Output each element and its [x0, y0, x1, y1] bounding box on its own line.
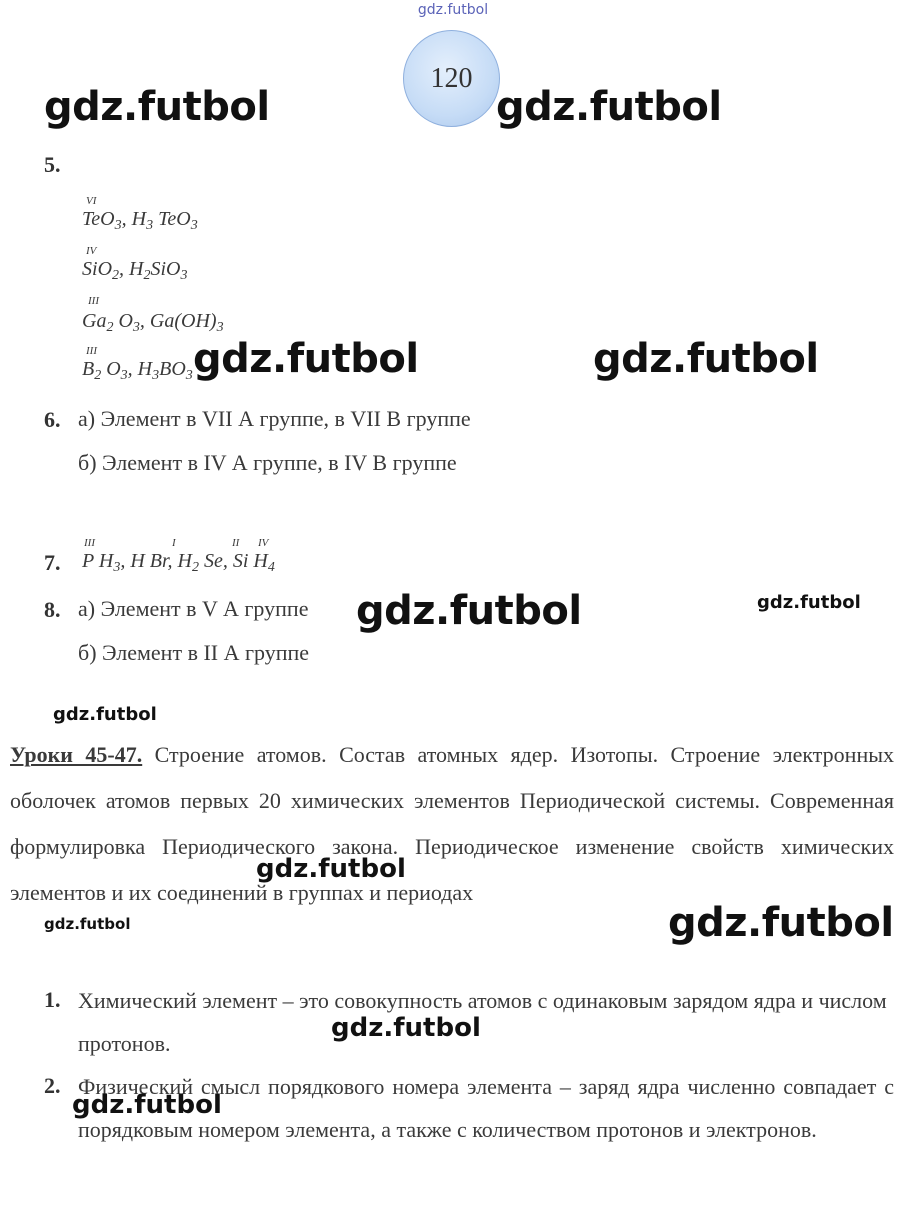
task-6-answer-a: а) Элемент в VII А группе, в VII В группе: [78, 406, 471, 431]
page-number: 120: [430, 62, 473, 94]
watermark: gdz.futbol: [53, 704, 157, 725]
task-8-answer-b: б) Элемент в II А группе: [78, 640, 310, 665]
oxidation-label: IV: [258, 537, 269, 549]
item-1-number: 1.: [44, 987, 61, 1012]
oxidation-label: II: [232, 537, 240, 549]
task-5-number: 5.: [44, 152, 61, 177]
oxidation-label: III: [88, 295, 99, 307]
task-8-answer-a: а) Элемент в V А группе: [78, 596, 309, 621]
site-mark-top: gdz.futbol: [417, 2, 489, 18]
oxidation-label: III: [86, 345, 97, 357]
watermark: gdz.futbol: [593, 336, 819, 382]
lesson-topic: Строение атомов. Состав атомных ядер. Изотопы. Строение электронных оболочек атомов первых 20 химических элементов Периодической системы. Современная формулировка Периодического закона. Периодическое изменение свойств химических элементов и их соединений в группах и периодах: [10, 742, 894, 905]
watermark: gdz.futbol: [193, 336, 419, 382]
lesson-label: Уроки 45-47.: [10, 742, 143, 767]
item-2-number: 2.: [44, 1073, 61, 1098]
formula-row-3: $Ga_2$ $O_3$, $Ga(OH)_3$: [82, 310, 224, 335]
item-2-text: Физический смысл порядкового номера элемента – заряд ядра численно совпадает с порядковым номером элемента, а также с количеством протонов и электронов.: [78, 1074, 894, 1142]
page-number-badge: [403, 30, 500, 127]
formula-row-1: TeO$_3$, $H_3$ TeO$_3$: [82, 208, 198, 233]
watermark: gdz.futbol: [256, 854, 406, 884]
watermark: gdz.futbol: [668, 900, 894, 946]
oxidation-label: IV: [86, 245, 97, 257]
watermark: gdz.futbol: [72, 1090, 222, 1120]
task-6-answer-b: б) Элемент в IV А группе, в IV В группе: [78, 450, 457, 475]
oxidation-label: VI: [86, 195, 97, 207]
watermark: gdz.futbol: [44, 915, 131, 933]
oxidation-label: I: [172, 537, 176, 549]
item-1-text: Химический элемент – это совокупность атомов с одинаковым зарядом ядра и числом протонов.: [78, 988, 887, 1056]
task-7-number: 7.: [44, 550, 61, 575]
task-8-number: 8.: [44, 597, 61, 622]
formula-row-4: $B_2$ $O_3$, $H_3BO_3$: [82, 358, 193, 383]
task-6-number: 6.: [44, 407, 61, 432]
task-7-formula: P $H_3$, H Br, $H_2$ Se, Si $H_4$: [82, 550, 275, 575]
watermark: gdz.futbol: [356, 588, 582, 634]
watermark: gdz.futbol: [44, 84, 270, 130]
lesson-paragraph: [10, 732, 894, 916]
watermark: gdz.futbol: [757, 592, 861, 613]
watermark: gdz.futbol: [331, 1013, 481, 1043]
watermark: gdz.futbol: [496, 84, 722, 130]
oxidation-label: III: [84, 537, 95, 549]
formula-row-2: SiO$_2$, $H_2SiO_3$: [82, 258, 188, 283]
